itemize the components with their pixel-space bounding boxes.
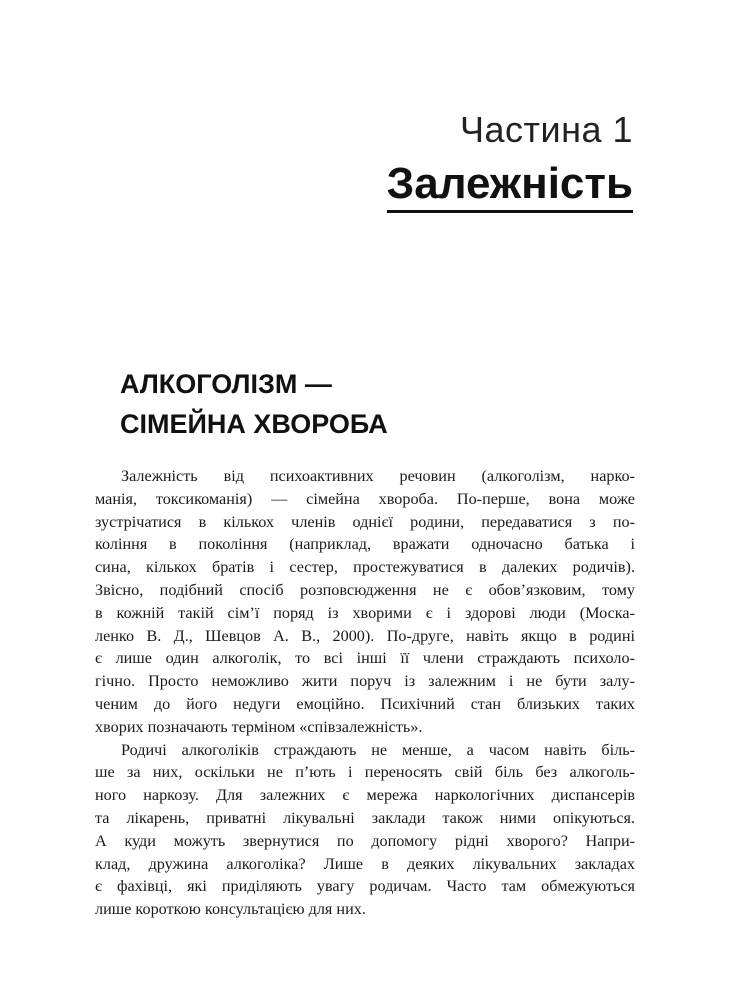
text-line: Родичі алкоголіків страждають не менше, а часом навіть біль-	[121, 740, 635, 759]
section-title	[120, 364, 640, 444]
text-line: А куди можуть звернутися по допомогу рідні хворого? Напри-	[95, 831, 635, 850]
text-line: хворих позначають терміном «співзалежність».	[95, 717, 423, 736]
text-line: лише короткою консультацією для них.	[95, 900, 366, 919]
text-line: клад, дружина алкоголіка? Лише в деяких лікувальних закладах	[95, 854, 635, 873]
paragraph	[95, 465, 635, 739]
text-line: сина, кількох братів і сестер, простежуватися в далеких родичів).	[95, 558, 635, 577]
text-line: гічно. Просто неможливо жити поруч із залежним і не бути залу-	[95, 672, 635, 691]
text-line: Звісно, подібний спосіб розповсюдження не є обов’язковим, тому	[95, 580, 635, 599]
text-line: ленко В. Д., Шевцов А. В., 2000). По-друге, навіть якщо в родині	[95, 626, 635, 645]
text-line: манія, токсикоманія) — сімейна хвороба. По-перше, вона може	[95, 489, 635, 508]
part-label: Частина 1	[459, 109, 633, 150]
section-title-line: АЛКОГОЛІЗМ —	[120, 369, 332, 399]
section-title-line: СІМЕЙНА ХВОРОБА	[120, 409, 388, 439]
text-line: ченим до його недуги емоційно. Психічний стан близьких таких	[95, 694, 635, 713]
text-line: коління в покоління (наприклад, вражати одночасно батька і	[95, 535, 635, 554]
part-title-block	[387, 160, 633, 213]
text-line: є фахівці, які приділяють увагу родичам. Часто там обмежуються	[95, 877, 635, 896]
text-line: зустрічатися в кількох членів однієї родини, передаватися з по-	[95, 512, 635, 531]
text-line: та лікарень, приватні лікувальні заклади також ними опікуються.	[95, 808, 635, 827]
text-line: в кожній такій сім’ї поряд із хворими є і здорові люди (Моска-	[95, 603, 635, 622]
body-text	[95, 465, 635, 921]
text-line: ше за них, оскільки не п’ють і переносять свій біль без алкоголь-	[95, 763, 635, 782]
paragraph	[95, 739, 635, 921]
text-line: є лише один алкоголік, то всі інші її члени страждають психоло-	[95, 649, 635, 668]
text-line: Залежність від психоактивних речовин (алкоголізм, нарко-	[121, 467, 635, 485]
text-line: ного наркозу. Для залежних є мережа наркологічних диспансерів	[95, 786, 635, 805]
part-title: Залежність	[387, 160, 633, 213]
